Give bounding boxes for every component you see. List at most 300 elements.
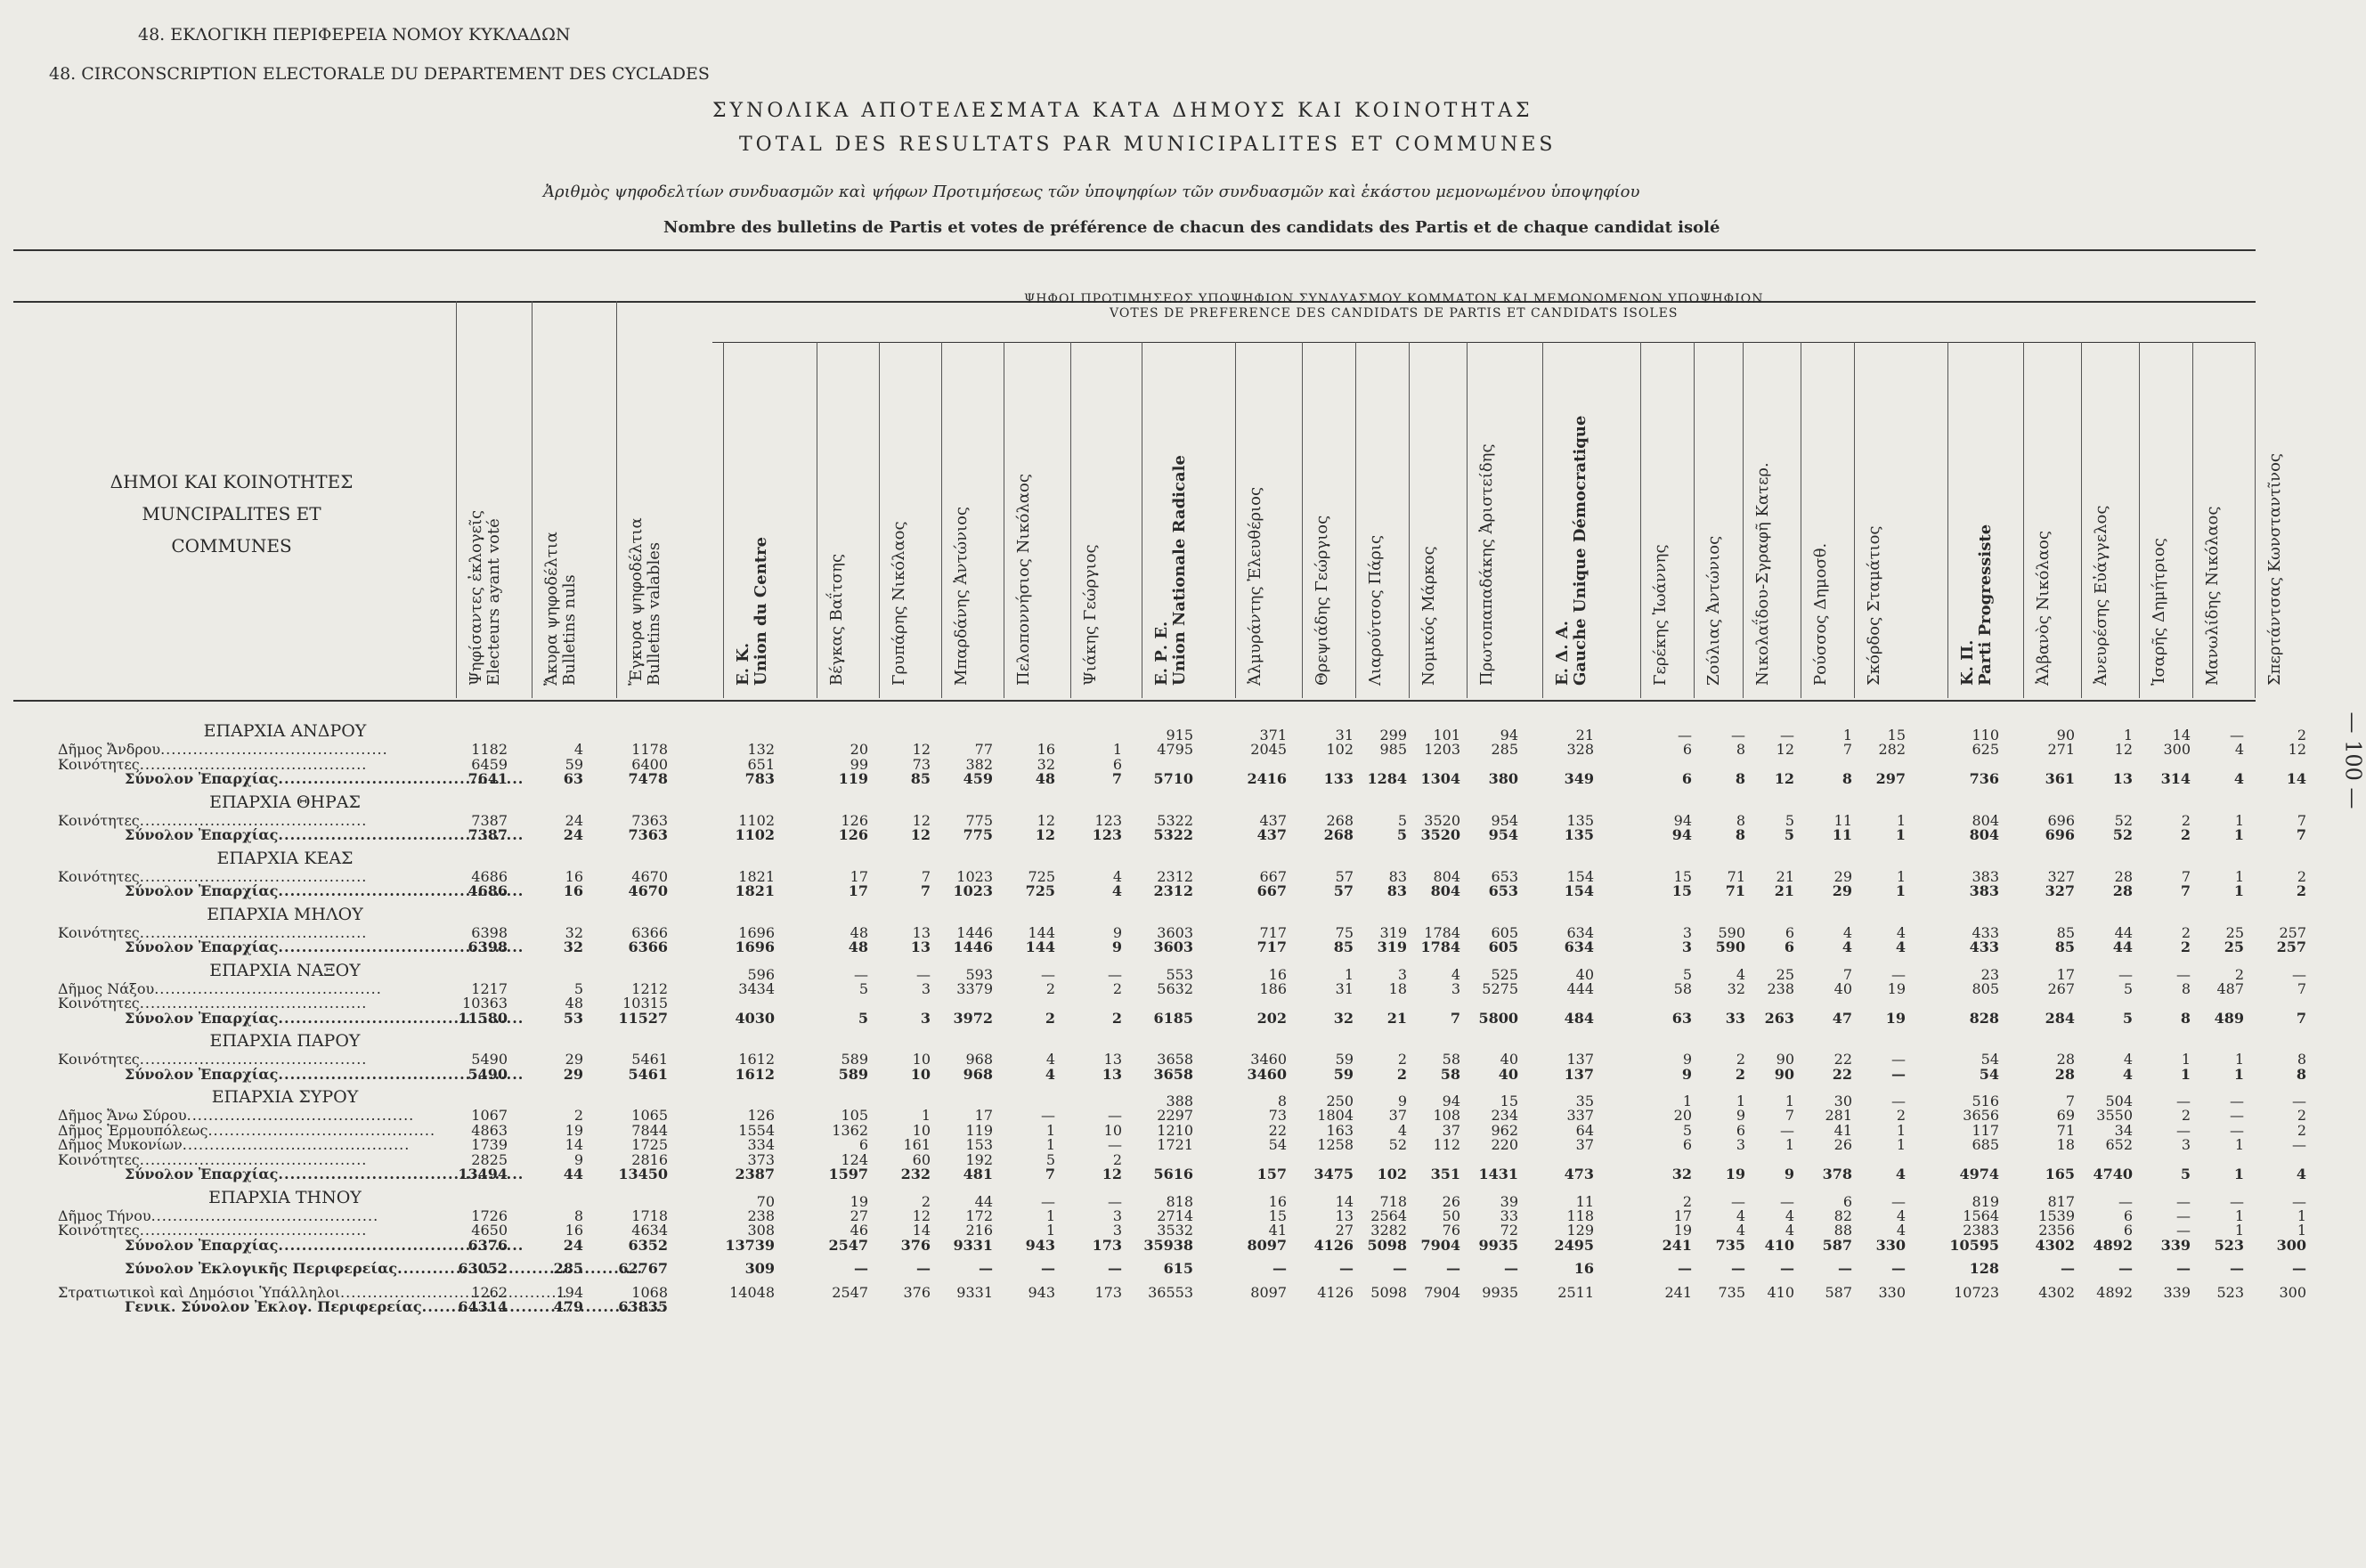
table-cell: 85: [1333, 938, 1354, 955]
table-cell: 1: [1896, 1121, 1906, 1139]
column-divider: [1235, 342, 1236, 698]
column-header-line1: Γρυπάρης Νικόλαος: [890, 521, 908, 686]
column-header: [2035, 531, 2053, 686]
table-cell: 1065: [631, 1107, 668, 1124]
table-cell: 4: [1895, 1166, 1906, 1182]
table-cell: 28: [2114, 867, 2133, 885]
column-header-line1: Νομικός Μάρκος: [1419, 546, 1438, 686]
table-cell: 9: [1112, 923, 1122, 941]
table-cell: 17: [1673, 1206, 1692, 1224]
table-cell: 361: [2045, 770, 2075, 787]
table-cell: 4: [2123, 1051, 2133, 1068]
table-cell: 17: [2056, 965, 2075, 983]
table-cell: 5: [2122, 1009, 2133, 1027]
table-cell: 1102: [738, 811, 775, 829]
table-cell: 133: [1323, 770, 1354, 787]
table-cell: 32: [565, 923, 583, 941]
table-cell: 1: [1045, 1121, 1055, 1139]
table-cell: 2: [2180, 826, 2191, 843]
table-cell: 12: [912, 1206, 931, 1224]
table-cell: 44: [974, 1192, 993, 1210]
column-divider: [1743, 342, 1744, 698]
table-cell: 3434: [738, 979, 775, 997]
table-cell: 968: [965, 1051, 993, 1068]
table-cell: 725: [1028, 867, 1055, 885]
table-cell: 2: [1735, 1065, 1745, 1083]
table-cell: 194: [556, 1283, 583, 1301]
table-cell: 775: [963, 826, 993, 843]
total-row-label: Σύνολον Ἐπαρχίας .....: [125, 1166, 278, 1182]
table-cell: —: [1678, 1260, 1692, 1277]
column-header-line1: Νικολαΐδου-Σγραφῆ Κατερ.: [1753, 462, 1772, 686]
column-header-line2: Bulletins valables: [645, 541, 663, 686]
table-cell: —: [1891, 1260, 1906, 1277]
table-cell: 6: [2123, 1222, 2133, 1239]
table-cell: 6: [1112, 755, 1122, 773]
table-cell: —: [979, 1260, 993, 1277]
table-cell: 1: [2180, 1065, 2191, 1083]
table-cell: 4: [1112, 867, 1122, 885]
table-cell: 12: [1776, 741, 1794, 758]
table-cell: 1262: [471, 1283, 508, 1301]
table-cell: —: [1339, 1260, 1354, 1277]
table-cell: —: [2292, 1260, 2306, 1277]
table-cell: 1: [1896, 811, 1906, 829]
table-cell: 376: [900, 1236, 931, 1254]
table-cell: 783: [744, 770, 775, 787]
table-cell: 119: [838, 770, 868, 787]
column-header-line1: Ἀλμυράντης Ἐλευθέριος: [1246, 486, 1264, 686]
column-divider: [1409, 342, 1410, 698]
table-cell: —: [1108, 1107, 1122, 1124]
table-cell: 7: [2296, 826, 2306, 843]
table-cell: 8: [2296, 1065, 2306, 1083]
table-cell: 16: [1268, 965, 1287, 983]
table-cell: 9: [1111, 938, 1122, 955]
rule-top: [13, 249, 2256, 251]
table-cell: —: [1780, 727, 1794, 743]
table-cell: 4: [1736, 965, 1745, 983]
table-cell: 4: [1451, 965, 1460, 983]
table-cell: 8: [1735, 770, 1745, 787]
column-header: [1959, 524, 1995, 686]
table-cell: 40: [1833, 979, 1852, 997]
table-cell: 36553: [1148, 1283, 1193, 1301]
column-divider: [1640, 342, 1641, 698]
table-cell: 69: [2056, 1107, 2075, 1124]
table-cell: 12: [1035, 826, 1055, 843]
table-cell: 523: [2216, 1283, 2244, 1301]
table-cell: 3475: [1313, 1166, 1354, 1182]
table-cell: 10315: [622, 995, 668, 1011]
table-cell: —: [2118, 965, 2133, 983]
table-cell: 1: [2234, 867, 2244, 885]
table-cell: 5: [858, 1009, 868, 1027]
column-header: [2204, 507, 2222, 686]
table-cell: 516: [1972, 1093, 1999, 1109]
table-cell: 7641: [468, 770, 508, 787]
table-cell: —: [1731, 1192, 1745, 1210]
table-cell: 954: [1491, 811, 1518, 829]
table-cell: 3460: [1247, 1065, 1287, 1083]
table-cell: 2: [1396, 1065, 1407, 1083]
table-cell: 10723: [1954, 1283, 1999, 1301]
table-cell: 172: [965, 1206, 993, 1224]
table-cell: 1: [2233, 1065, 2244, 1083]
table-cell: 4126: [1313, 1236, 1354, 1254]
column-divider: [1467, 342, 1468, 698]
column-header-line2: Gauche Unique Démocratique: [1571, 415, 1590, 686]
column-header-line1: Γερέκης Ἰωάννης: [1651, 544, 1670, 686]
table-cell: 5: [858, 979, 868, 997]
table-cell: 44: [2114, 923, 2133, 941]
table-cell: 5098: [1370, 1283, 1407, 1301]
column-header: [1313, 516, 1331, 686]
table-cell: 7387: [468, 826, 508, 843]
column-header-line1: Ἄκυρα ψηφοδέλτια: [542, 532, 561, 686]
table-cell: 12: [912, 741, 931, 758]
column-header: [2266, 453, 2284, 686]
table-cell: 915: [1166, 727, 1193, 743]
table-cell: 10363: [462, 995, 508, 1011]
table-cell: 14048: [729, 1283, 775, 1301]
table-cell: —: [2292, 965, 2306, 983]
table-cell: 64314: [458, 1298, 508, 1315]
table-cell: 351: [1430, 1166, 1460, 1182]
table-cell: 410: [1767, 1283, 1794, 1301]
municipalities-header-gr: ΔΗΜΟΙ ΚΑΙ ΚΟΙΝΟΤΗΤΕΣ: [110, 471, 354, 492]
table-cell: 7: [2297, 979, 2306, 997]
table-cell: 2: [1397, 1051, 1407, 1068]
table-cell: 9: [573, 1150, 583, 1168]
table-cell: 1: [1896, 1136, 1906, 1153]
table-cell: 101: [1433, 727, 1460, 743]
table-cell: 14: [912, 1222, 931, 1239]
column-header: [1082, 544, 1100, 686]
table-cell: 2: [2297, 1107, 2306, 1124]
table-cell: 8: [573, 1206, 583, 1224]
table-cell: 7: [1111, 770, 1122, 787]
table-cell: 186: [1259, 979, 1287, 997]
table-cell: —: [2118, 1260, 2133, 1277]
column-header-line1: Ἔγκυρα ψηφοδέλτια: [627, 517, 646, 686]
table-cell: 5461: [631, 1051, 668, 1068]
table-cell: 1258: [1317, 1136, 1354, 1153]
column-header: [1420, 546, 1438, 686]
table-cell: 481: [963, 1166, 993, 1182]
column-header-line1: Κ. Π.: [1958, 639, 1977, 686]
table-cell: 28: [2054, 1065, 2075, 1083]
table-cell: 135: [1566, 811, 1594, 829]
table-cell: 3532: [1157, 1222, 1193, 1239]
table-cell: 3520: [1420, 826, 1460, 843]
table-cell: 63835: [618, 1298, 668, 1315]
table-cell: 8: [1277, 1093, 1287, 1109]
table-cell: 85: [910, 770, 931, 787]
table-cell: 300: [2276, 1236, 2306, 1254]
table-cell: 32: [1037, 755, 1055, 773]
total-row-label: Σύνολον Ἐπαρχίας .....: [125, 1066, 278, 1083]
table-cell: 165: [2045, 1166, 2075, 1182]
table-cell: 337: [1566, 1107, 1594, 1124]
table-cell: 5490: [471, 1051, 508, 1068]
table-cell: 3656: [1963, 1107, 1999, 1124]
table-cell: 5800: [1478, 1009, 1518, 1027]
table-cell: 19: [1887, 979, 1906, 997]
table-cell: 804: [1433, 867, 1460, 885]
table-cell: 1023: [953, 882, 993, 899]
table-cell: 4: [573, 741, 583, 758]
table-cell: 281: [1825, 1107, 1852, 1124]
table-cell: 4: [1785, 1206, 1794, 1224]
table-cell: 124: [841, 1150, 868, 1168]
table-cell: 1564: [1963, 1206, 1999, 1224]
table-cell: 5: [1396, 826, 1407, 843]
column-divider: [1355, 342, 1356, 698]
table-cell: —: [2230, 1121, 2244, 1139]
table-cell: 64: [1575, 1121, 1594, 1139]
table-cell: 7363: [631, 811, 668, 829]
table-cell: 232: [900, 1166, 931, 1182]
table-cell: 19: [1885, 1009, 1906, 1027]
table-cell: 7: [2297, 811, 2306, 829]
table-cell: 202: [1256, 1009, 1287, 1027]
table-cell: 4: [2234, 741, 2244, 758]
table-cell: 7: [1842, 965, 1852, 983]
column-header-line1: Πελοποννήσιος Νικόλαος: [1014, 474, 1033, 686]
table-cell: 297: [1875, 770, 1906, 787]
table-cell: 1203: [1424, 741, 1460, 758]
total-row-label: Σύνολον Ἐπαρχίας .....: [125, 826, 278, 843]
table-cell: 15: [1673, 867, 1692, 885]
table-cell: 32: [563, 938, 583, 955]
table-cell: 3379: [956, 979, 993, 997]
table-cell: 1: [1896, 867, 1906, 885]
table-cell: 2312: [1157, 867, 1193, 885]
table-cell: 9: [1736, 1107, 1745, 1124]
table-cell: 4: [1895, 938, 1906, 955]
table-cell: 35: [1575, 1093, 1594, 1109]
table-cell: 83: [1388, 867, 1407, 885]
column-divider: [1302, 342, 1303, 698]
table-cell: 47: [1832, 1009, 1852, 1027]
table-cell: —: [1891, 1065, 1906, 1083]
table-cell: 11: [1832, 826, 1852, 843]
table-cell: 20: [1673, 1107, 1692, 1124]
province-heading: ΕΠΑΡΧΙΑ ΜΗΛΟΥ: [207, 904, 363, 924]
total-row-label: Γενικ. Σύνολον Ἐκλογ. Περιφερείας .....: [125, 1298, 422, 1315]
table-cell: 37: [1575, 1136, 1594, 1153]
table-cell: 7: [1842, 741, 1852, 758]
table-cell: 382: [965, 755, 993, 773]
table-cell: 652: [2105, 1136, 2133, 1153]
table-cell: 7: [1450, 1009, 1460, 1027]
table-cell: 44: [563, 1166, 583, 1182]
table-cell: 1: [2234, 1051, 2244, 1068]
table-cell: 4302: [2038, 1283, 2075, 1301]
table-cell: 433: [1972, 923, 1999, 941]
table-cell: 5: [1682, 965, 1692, 983]
column-header-line2: Parti Progressiste: [1976, 524, 1995, 686]
column-header-line2: Electeurs ayant voté: [484, 518, 503, 686]
table-cell: 24: [565, 811, 583, 829]
table-cell: 25: [2224, 938, 2244, 955]
row-label: Κοινότητες .....: [58, 1051, 140, 1068]
table-cell: 2: [1112, 979, 1122, 997]
table-cell: 653: [1491, 867, 1518, 885]
table-cell: 319: [1379, 923, 1407, 941]
table-cell: 2: [2181, 1107, 2191, 1124]
table-cell: 102: [1326, 741, 1354, 758]
table-cell: 59: [565, 755, 583, 773]
table-cell: 380: [1488, 770, 1518, 787]
table-cell: 1: [2234, 1222, 2244, 1239]
column-header: [1754, 462, 1772, 686]
table-cell: 4634: [631, 1222, 668, 1239]
table-cell: 29: [1832, 882, 1852, 899]
table-cell: 349: [1564, 770, 1594, 787]
table-cell: 308: [747, 1222, 775, 1239]
table-cell: 40: [1500, 1051, 1518, 1068]
table-cell: 383: [1972, 867, 1999, 885]
table-cell: 83: [1386, 882, 1407, 899]
table-cell: 14: [1335, 1192, 1354, 1210]
table-cell: 1821: [738, 867, 775, 885]
table-cell: 2356: [2038, 1222, 2075, 1239]
vote-header-gr: ΨΗΦΟΙ ΠΡΟΤΙΜΗΣΕΩΣ ΥΠΟΨΗΦΙΩΝ ΣΥΝΔΥΑΣΜΟΥ ΚΟΜΜΑΤΩΝ ΚΑΙ ΜΕΜΟΝΩΜΕΝΩΝ ΥΠΟΨΗΦΙΩΝ: [1024, 292, 1764, 306]
table-cell: 6366: [631, 923, 668, 941]
table-cell: 20: [850, 741, 868, 758]
table-cell: 943: [1025, 1236, 1055, 1254]
subtitle-french: Nombre des bulletins de Partis et votes de préférence de chacun des candidats des Partis et de chaque candidat isolé: [663, 218, 1720, 237]
table-cell: 5: [1397, 811, 1407, 829]
table-cell: 376: [903, 1283, 931, 1301]
table-cell: 330: [1878, 1283, 1906, 1301]
table-cell: 6: [1682, 741, 1692, 758]
rule-header-bottom: [13, 700, 2256, 702]
table-cell: 587: [1822, 1236, 1852, 1254]
table-cell: 9: [1397, 1093, 1407, 1109]
column-header-line1: Ἀλβανὸς Νικόλαος: [2034, 531, 2053, 686]
table-cell: 268: [1326, 811, 1354, 829]
table-cell: 153: [965, 1136, 993, 1153]
column-header: [1153, 455, 1189, 686]
total-row-label: Σύνολον Ἐπαρχίας .....: [125, 882, 278, 899]
table-cell: 4: [1896, 923, 1906, 941]
table-cell: 90: [1776, 1051, 1794, 1068]
table-cell: 37: [1442, 1121, 1460, 1139]
column-divider: [2023, 342, 2024, 698]
title-french: TOTAL DES RESULTATS PAR MUNICIPALITES ET COMMUNES: [739, 134, 1557, 156]
table-cell: 16: [565, 867, 583, 885]
table-cell: 1597: [828, 1166, 868, 1182]
table-cell: 2: [2180, 938, 2191, 955]
table-cell: 263: [1764, 1009, 1794, 1027]
table-cell: 819: [1972, 1192, 1999, 1210]
table-cell: 985: [1379, 741, 1407, 758]
table-cell: 1784: [1420, 938, 1460, 955]
table-cell: 1178: [631, 741, 668, 758]
table-cell: 1210: [1157, 1121, 1193, 1139]
table-cell: 7387: [471, 811, 508, 829]
table-cell: 1: [1045, 1206, 1055, 1224]
table-cell: 9935: [1482, 1283, 1518, 1301]
table-cell: 2: [2234, 965, 2244, 983]
table-cell: 943: [1028, 1283, 1055, 1301]
table-cell: 285: [1491, 741, 1518, 758]
table-cell: 6376: [468, 1236, 508, 1254]
table-cell: 328: [1566, 741, 1594, 758]
table-cell: 173: [1094, 1283, 1122, 1301]
table-cell: 99: [850, 755, 868, 773]
table-cell: 39: [1500, 1192, 1518, 1210]
table-cell: 284: [2045, 1009, 2075, 1027]
table-cell: 2: [1112, 1150, 1122, 1168]
table-cell: 1067: [471, 1107, 508, 1124]
table-cell: 1: [1895, 882, 1906, 899]
table-cell: 35938: [1143, 1236, 1193, 1254]
table-cell: —: [1891, 1093, 1906, 1109]
table-cell: 21: [1575, 727, 1594, 743]
table-cell: 6: [2123, 1206, 2133, 1224]
table-cell: 282: [1878, 741, 1906, 758]
column-header-line2: Union du Centre: [752, 536, 770, 686]
table-cell: 1: [2233, 882, 2244, 899]
table-cell: 105: [841, 1107, 868, 1124]
row-label: Κοινότητες .....: [58, 995, 140, 1011]
table-cell: 25: [1776, 965, 1794, 983]
table-cell: 479: [553, 1298, 583, 1315]
table-cell: 63052: [458, 1260, 508, 1277]
table-cell: 2: [1736, 1051, 1745, 1068]
table-cell: 60: [912, 1150, 931, 1168]
table-cell: 2: [2297, 867, 2306, 885]
table-cell: 2: [2181, 811, 2191, 829]
table-cell: 605: [1488, 938, 1518, 955]
table-cell: 3460: [1250, 1051, 1287, 1068]
table-cell: —: [2176, 1121, 2191, 1139]
table-cell: 72: [1500, 1222, 1518, 1239]
table-cell: 2416: [1247, 770, 1287, 787]
column-header: [2093, 506, 2110, 686]
table-cell: 6: [1784, 938, 1794, 955]
table-cell: 268: [1323, 826, 1354, 843]
vote-header: [1024, 292, 1764, 321]
table-cell: 3: [1682, 923, 1692, 941]
table-cell: 1: [2234, 811, 2244, 829]
table-cell: —: [1108, 1192, 1122, 1210]
table-cell: 19: [1725, 1166, 1745, 1182]
table-cell: 2: [2297, 1121, 2306, 1139]
table-cell: 6459: [471, 755, 508, 773]
table-cell: 52: [1388, 1136, 1407, 1153]
table-cell: 8: [1736, 741, 1745, 758]
table-cell: 267: [2047, 979, 2075, 997]
table-cell: 144: [1025, 938, 1055, 955]
column-header-line1: Σκόρδος Σταμάτιος: [1865, 525, 1883, 686]
table-cell: 52: [2114, 811, 2133, 829]
column-divider: [2192, 342, 2193, 698]
table-cell: 2: [573, 1107, 583, 1124]
table-cell: 21: [1774, 882, 1794, 899]
table-cell: 128: [1969, 1260, 1999, 1277]
table-cell: 3: [921, 979, 931, 997]
table-cell: 22: [1832, 1065, 1852, 1083]
total-row-label: Σύνολον Ἐπαρχίας .....: [125, 938, 278, 955]
table-cell: 46: [850, 1222, 868, 1239]
table-cell: 1539: [2038, 1206, 2075, 1224]
table-cell: 4: [2122, 1065, 2133, 1083]
